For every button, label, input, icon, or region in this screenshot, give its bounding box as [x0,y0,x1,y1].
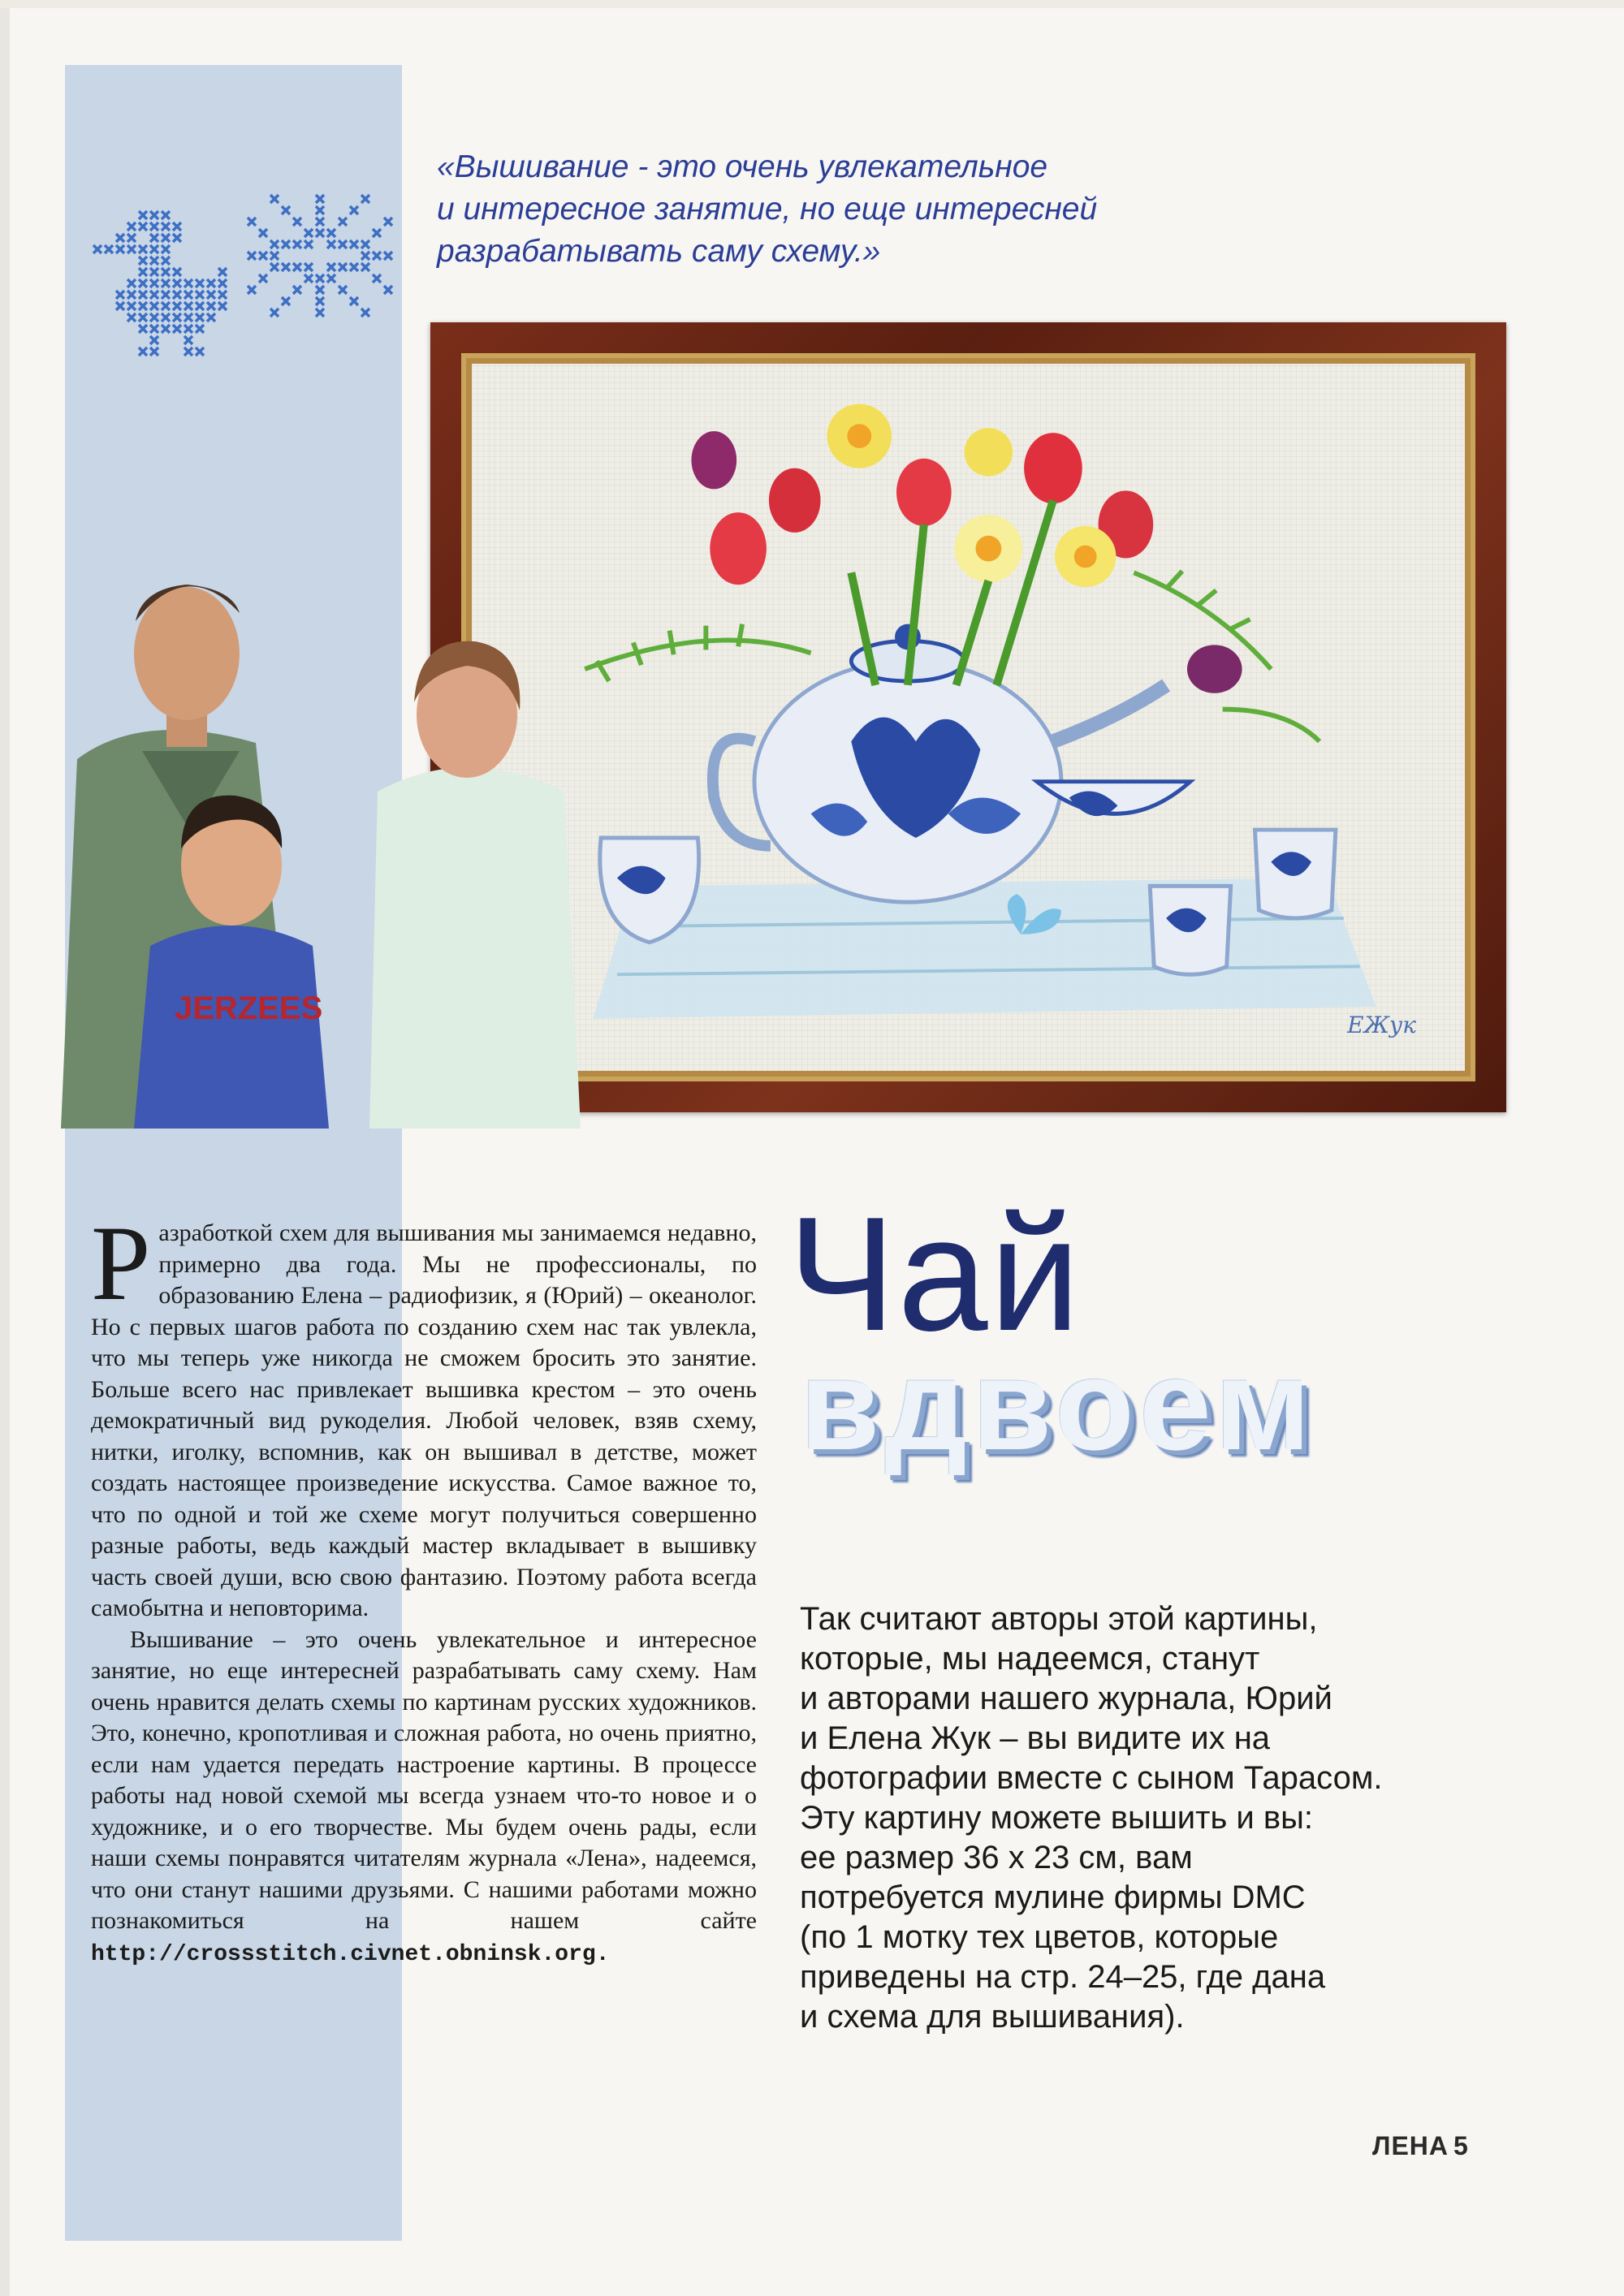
lead-line: приведены на стр. 24–25, где дана [800,1959,1326,1995]
article-paragraph-2 [91,1625,757,1971]
article-title-line-2: вдвоем [800,1331,1316,1477]
frame-inner-molding [461,353,1475,1081]
drop-cap: Р [91,1203,151,1323]
article-title-line-1: Чай [788,1184,1082,1365]
article-paragraph-1-text: азработкой схем для вышивания мы занимаемся недавно, примерно два года. Мы не профессионалы, по образованию Елена – радиофизик, я (Юрий) – океанолог. Но с первых шагов работа по созданию схем нас так увлекла, что мы теперь уже никогда не сможем бросить это занятие. Больше всего нас привлекает вышивка крестом – это очень демократичный вид рукоделия. Любой человек, взяв схему, нитки, иголку, вспомнив, как он вышивал в детстве, может создать настоящее произведение искусства. Самое важное то, что по одной и той же схеме могут получиться совершенно разные работы, ведь каждый мастер вкладывает в вышивку часть своей души, всю свою фантазию. Поэтому работа всегда самобытна и неповторима. [91,1219,757,1621]
lead-line: и Елена Жук – вы видите их на [800,1720,1271,1756]
lead-line: Эту картину можете вышить и вы: [800,1800,1313,1836]
page-edge [0,0,10,2296]
pull-quote-line: «Вышивание - это очень увлекательное [437,149,1048,184]
article-paragraph-1 [91,1203,757,1625]
lead-line: ее размер 36 х 23 см, вам [800,1840,1193,1875]
lead-line: которые, мы надеемся, станут [800,1641,1260,1677]
article-paragraph-2-text: Вышивание – это очень увлекательное и интересное занятие, но еще интересней разрабатывать саму схему. Нам очень нравится делать схемы по картинам русских художников. Это, конечно, кропотливая и сложная работа, но очень приятно, если нам удается передать настроение картины. В процессе работы над новой схемой мы всегда узнаем что-то новое и о художнике, и о его творчестве. Мы будем очень рады, если наши схемы понравятся читателям журнала «Лена», надеемся, что они станут нашими друзьями. С нашими работами можно познакомиться на нашем сайте [91,1625,757,1934]
magazine-name: ЛЕНА [1372,2131,1449,2160]
website-link[interactable]: http://crossstitch.civnet.obninsk.org. [91,1941,610,1967]
pull-quote-line: и интересное занятие, но еще интересней [437,192,1098,227]
page-edge-top [0,0,1624,8]
shirt-logo: JERZEES [175,990,323,1026]
woman-figure [369,641,581,1129]
artist-signature: ЕЖук [1347,1012,1416,1038]
page-number: 5 [1453,2131,1469,2160]
embroidery-canvas [472,364,1465,1071]
teapot [713,624,1166,902]
lead-line: и авторами нашего журнала, Юрий [800,1681,1332,1716]
lead-line: (по 1 мотку тех цветов, которые [800,1919,1279,1955]
lead-line: Так считают авторы этой картины, [800,1601,1318,1637]
cross-stitch-motif-icon [89,183,402,390]
article-body [91,1203,757,1970]
lead-line: и схема для вышивания). [800,1999,1185,2035]
page-folio [1372,2131,1469,2161]
pull-quote [437,146,1249,273]
lead-line: потребуется мулине фирмы DMC [800,1880,1306,1915]
sugar-bowl [1037,782,1190,816]
tea-set-embroidery [472,364,1465,1071]
lead-line: фотографии вместе с сыном Тарасом. [800,1760,1383,1796]
pull-quote-line: разрабатывать саму схему.» [437,234,881,269]
daffodils [827,404,1116,587]
lead-paragraph [800,1599,1498,2037]
family-photo [45,524,613,1129]
